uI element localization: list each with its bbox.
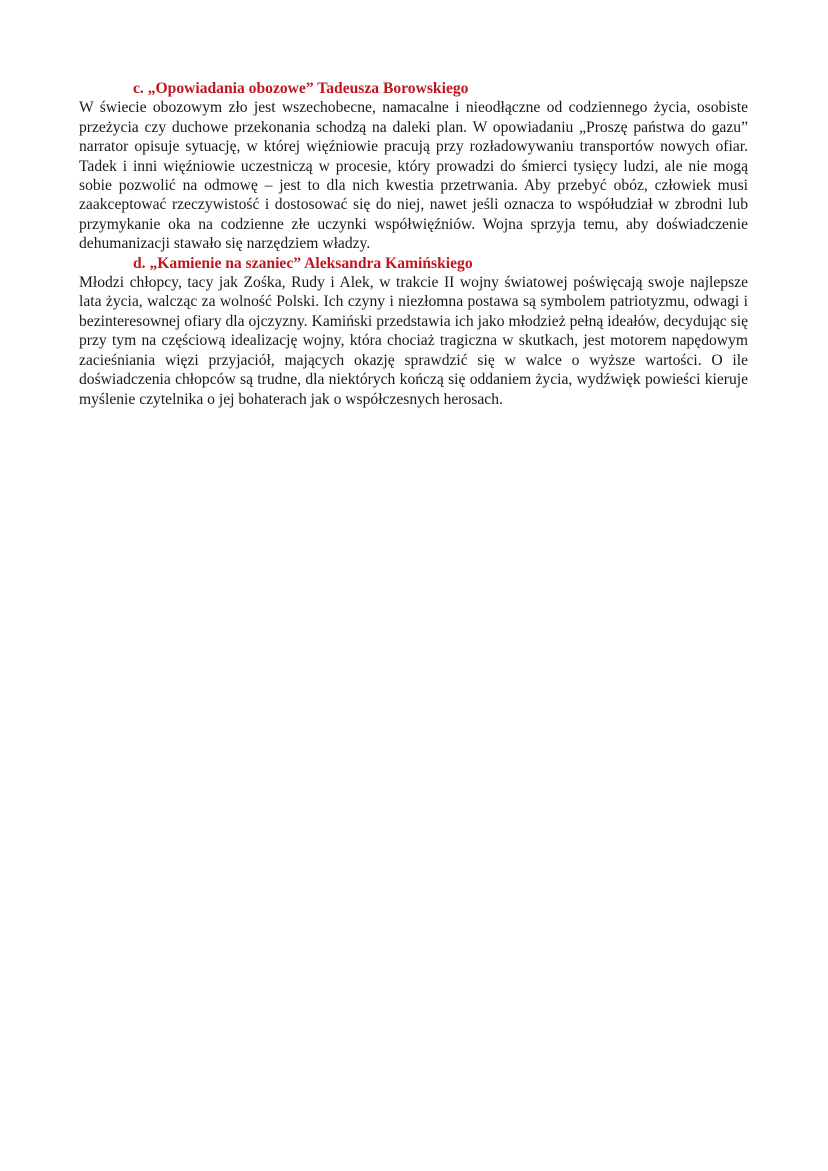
- section-body-borowski: W świecie obozowym zło jest wszechobecne, namacalne i nieodłączne od codziennego życia, osobiste przeżycia czy duchowe przekonania schodzą na daleki plan. W opowiadaniu „Proszę państwa do gazu” narrator opisuje sytuację, w której więźniowie pracują przy rozładowywaniu transportów nowych ofiar. Tadek i inni więźniowie uczestniczą w procesie, który prowadzi do śmierci tysięcy ludzi, ale nie mogą sobie pozwolić na odmowę – jest to dla nich kwestia przetrwania. Aby przebyć obóz, człowiek musi zaakceptować rzeczywistość i dostosować się do niej, nawet jeśli oznacza to współudział w zbrodni lub przymykanie oka na codzienne złe uczynki współwięźniów. Wojna sprzyja temu, aby doświadczenie dehumanizacji stawało się narzędziem władzy.: [79, 99, 748, 253]
- document-content: [79, 79, 748, 409]
- section-heading-borowski: c. „Opowiadania obozowe” Tadeusza Borowskiego: [133, 80, 469, 97]
- section-heading-kaminski: d. „Kamienie na szaniec” Aleksandra Kamińskiego: [133, 254, 473, 272]
- section-body-kaminski: Młodzi chłopcy, tacy jak Zośka, Rudy i Alek, w trakcie II wojny światowej poświęcają swoje najlepsze lata życia, walcząc za wolność Polski. Ich czyny i niezłomna postawa są symbolem patriotyzmu, odwagi i bezinteresownej ofiary dla ojczyzny. Kamiński przedstawia ich jako młodzież pełną ideałów, decydując się przy tym na częściową idealizację wojny, która chociaż tragiczna w skutkach, jest motorem napędowym zacieśniania więzi przyjaciół, mających okazję sprawdzić się w walce o wyższe wartości. O ile doświadczenia chłopców są trudne, dla niektórych kończą się oddaniem życia, wydźwięk powieści kieruje myślenie czytelnika o jej bohaterach jak o współczesnych herosach.: [79, 274, 748, 408]
